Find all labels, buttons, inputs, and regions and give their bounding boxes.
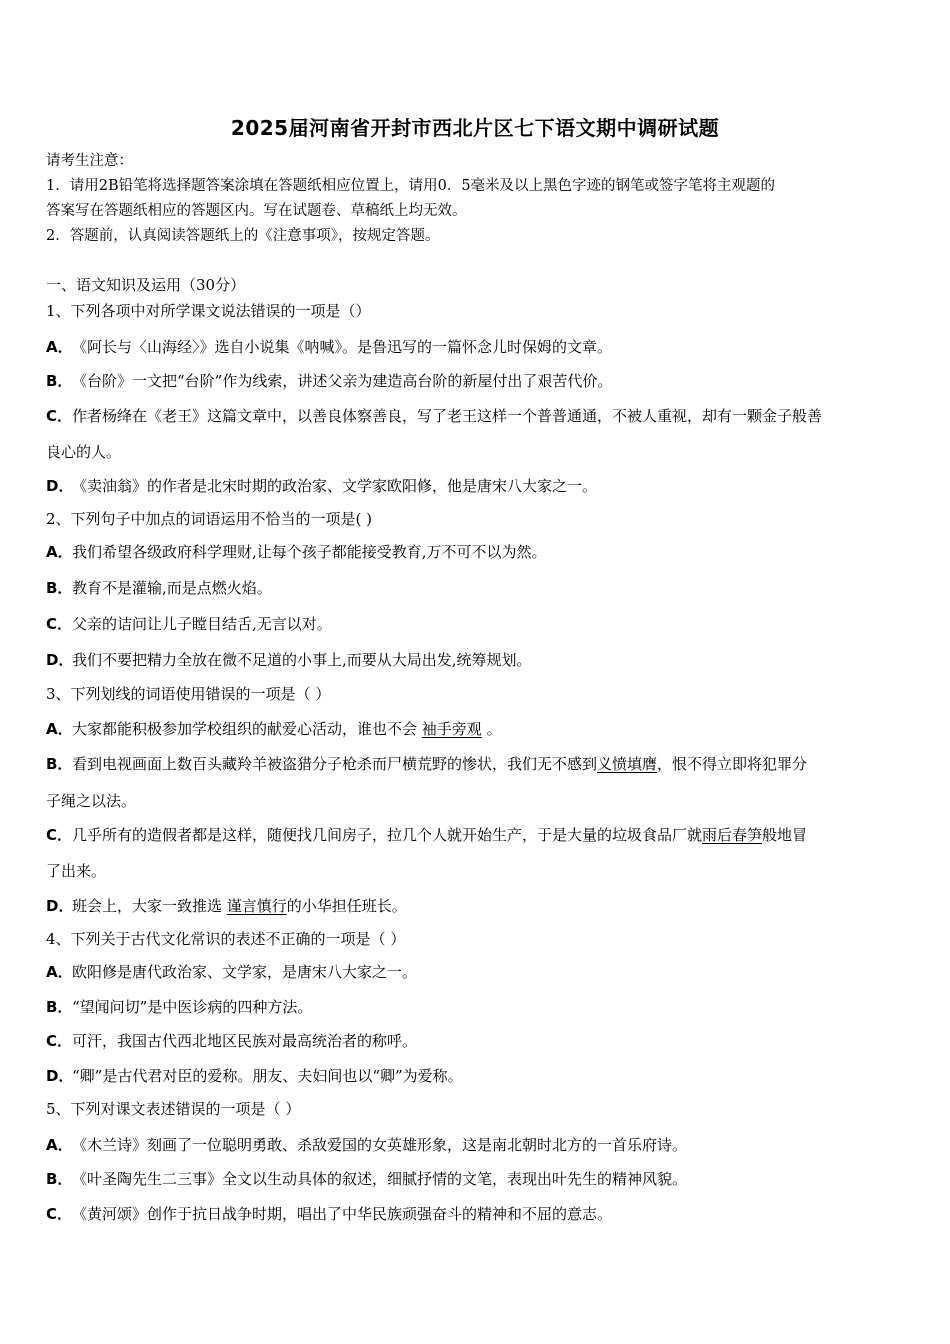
question-5-option-c	[46, 1203, 910, 1225]
question-1-option-d	[46, 475, 910, 497]
option-text: 班会上，大家一致推选	[72, 897, 227, 915]
notice-heading: 请考生注意：	[46, 153, 133, 169]
question-1-stem: 1、下列各项中对所学课文说法错误的一项是（）	[46, 302, 371, 320]
question-1-option-c-continued: 良心的人。	[46, 443, 122, 461]
option-label: C．	[46, 826, 73, 844]
option-label: A．	[46, 543, 73, 561]
option-text: 《台阶》一文把“台阶”作为线索，讲述父亲为建造高台阶的新屋付出了艰苦代价。	[72, 372, 613, 390]
option-label: B．	[46, 372, 73, 390]
option-label: A．	[46, 1136, 73, 1154]
question-3-option-c	[46, 824, 910, 846]
option-label: B．	[46, 755, 73, 773]
option-text-end: 般地冒	[762, 826, 808, 844]
question-4-option-c	[46, 1030, 910, 1052]
option-text: 《卖油翁》的作者是北宋时期的政治家、文学家欧阳修，他是唐宋八大家之一。	[72, 477, 598, 495]
option-label: C．	[46, 407, 73, 425]
notice-item-1-line-2: 答案写在答题纸相应的答题区内。写在试题卷、草稿纸上均无效。	[46, 203, 467, 219]
option-text: 《黄河颂》创作于抗日战争时期，唱出了中华民族顽强奋斗的精神和不屈的意志。	[72, 1205, 613, 1223]
page-title: 2025届河南省开封市西北片区七下语文期中调研试题	[230, 116, 720, 140]
option-label: C．	[46, 1205, 73, 1223]
underlined-term: 义愤填膺	[597, 755, 658, 773]
question-5-stem: 5、下列对课文表述错误的一项是（ ）	[46, 1100, 301, 1118]
option-text: 可汗，我国古代西北地区民族对最高统治者的称呼。	[72, 1032, 418, 1050]
question-2-option-a	[46, 541, 910, 563]
option-label: D．	[46, 651, 74, 669]
option-text: 父亲的诘问让儿子瞠目结舌,无言以对。	[72, 615, 332, 633]
option-label: C．	[46, 1032, 73, 1050]
option-text: 教育不是灌输,而是点燃火焰。	[72, 579, 272, 597]
question-4-stem: 4、下列关于古代文化常识的表述不正确的一项是（ ）	[46, 930, 406, 948]
option-text: 我们不要把精力全放在微不足道的小事上,而要从大局出发,统筹规划。	[72, 651, 532, 669]
question-2-option-d	[46, 649, 910, 671]
option-text: “卿”是古代君对臣的爱称。朋友、夫妇间也以“卿”为爱称。	[72, 1067, 463, 1085]
option-label: B．	[46, 998, 73, 1016]
section-heading: 一、语文知识及运用（30分）	[46, 276, 246, 294]
option-label: D．	[46, 1067, 74, 1085]
question-5-option-a	[46, 1134, 910, 1156]
question-1-option-c	[46, 405, 910, 427]
option-text: 作者杨绛在《老王》这篇文章中，以善良体察善良，写了老王这样一个普普通通，不被人重视，却有一颗金子般善	[72, 407, 823, 425]
question-3-option-c-continued: 了出来。	[46, 862, 107, 880]
question-3-option-b-continued: 子绳之以法。	[46, 792, 137, 810]
option-label: C．	[46, 615, 73, 633]
underlined-term: 袖手旁观	[421, 720, 482, 738]
option-text-end: 的小华担任班长。	[286, 897, 407, 915]
question-2-option-c	[46, 613, 910, 635]
option-label: B．	[46, 579, 73, 597]
option-text-end: 。	[481, 720, 502, 738]
question-4-option-a	[46, 961, 910, 983]
question-1-option-b	[46, 370, 910, 392]
question-3-stem: 3、下列划线的词语使用错误的一项是（ ）	[46, 685, 331, 703]
question-2-stem: 2、下列句子中加点的词语运用不恰当的一项是( )	[46, 510, 373, 528]
option-text: 我们希望各级政府科学理财,让每个孩子都能接受教育,万不可不以为然。	[72, 543, 547, 561]
question-3-option-a	[46, 718, 910, 740]
option-text: 《阿长与〈山海经〉》选自小说集《呐喊》。是鲁迅写的一篇怀念儿时保姆的文章。	[72, 338, 613, 356]
underlined-term: 谨言慎行	[226, 897, 287, 915]
option-label: B．	[46, 1170, 73, 1188]
notice-item-2: 2．答题前，认真阅读答题纸上的《注意事项》，按规定答题。	[46, 228, 440, 244]
option-label: A．	[46, 338, 73, 356]
option-text-end: ，恨不得立即将犯罪分	[657, 755, 808, 773]
option-text: 《叶圣陶先生二三事》全文以生动具体的叙述，细腻抒情的文笔，表现出叶先生的精神风貌。	[72, 1170, 688, 1188]
question-3-option-b	[46, 753, 910, 775]
question-4-option-d	[46, 1065, 910, 1087]
notice-item-1-line-1: 1．请用2B铅笔将选择题答案涂填在答题纸相应位置上，请用0．5毫米及以上黑色字迹的钢笔或签字笔将主观题的	[46, 178, 776, 194]
option-label: D．	[46, 477, 74, 495]
option-text: 《木兰诗》刻画了一位聪明勇敢、杀敌爱国的女英雄形象，这是南北朝时北方的一首乐府诗。	[72, 1136, 688, 1154]
option-label: D．	[46, 897, 74, 915]
question-1-option-a	[46, 336, 910, 358]
option-text: 欧阳修是唐代政治家、文学家，是唐宋八大家之一。	[72, 963, 418, 981]
question-3-option-d	[46, 895, 910, 917]
option-label: A．	[46, 963, 73, 981]
question-4-option-b	[46, 996, 910, 1018]
option-text: 看到电视画面上数百头藏羚羊被盗猎分子枪杀而尸横荒野的惨状，我们无不感到	[72, 755, 598, 773]
underlined-term: 雨后春笋	[702, 826, 763, 844]
option-text: “望闻问切”是中医诊病的四种方法。	[72, 998, 313, 1016]
question-2-option-b	[46, 577, 910, 599]
option-text: 几乎所有的造假者都是这样，随便找几间房子，拉几个人就开始生产，于是大量的垃圾食品厂就	[72, 826, 703, 844]
option-label: A．	[46, 720, 73, 738]
option-text: 大家都能积极参加学校组织的献爱心活动，谁也不会	[72, 720, 422, 738]
question-5-option-b	[46, 1168, 910, 1190]
